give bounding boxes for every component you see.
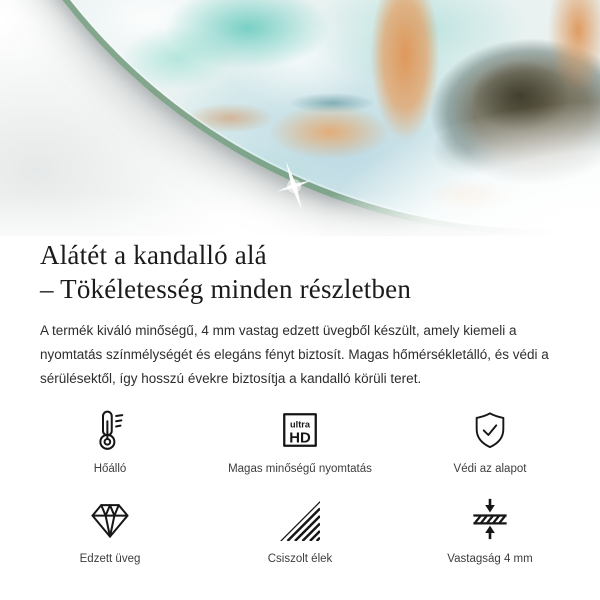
ultra-hd-icon-text-top: ultra xyxy=(290,419,310,430)
product-description-text: A termék kiváló minőségű, 4 mm vastag edzett üvegből készült, amely kiemeli a nyomtatás színmélységét és elegáns fényt biztosít. Magas hőmérsékletálló, és védi a sérülésektől, így hosszú évekre biztosítja a kandalló körüli teret. xyxy=(40,323,549,386)
thermometer-icon xyxy=(93,409,127,451)
thickness-icon xyxy=(469,497,511,541)
page-title-line1: Alátét a kandalló alá xyxy=(40,240,267,270)
ultra-hd-icon-text-bottom: HD xyxy=(289,430,311,447)
feature-heat-resistant xyxy=(15,407,205,475)
diamond-icon xyxy=(88,499,132,541)
feature-label: Védi az alapot xyxy=(453,463,527,475)
feature-thickness xyxy=(395,497,585,565)
feature-polished-edges xyxy=(205,497,395,565)
feature-tempered-glass xyxy=(15,497,205,565)
feature-protects-base xyxy=(395,407,585,475)
ultra-hd-icon xyxy=(279,409,321,451)
feature-label: Magas minőségű nyomtatás xyxy=(228,463,372,475)
product-description-section xyxy=(0,236,600,391)
page-title xyxy=(40,238,560,306)
page-title-line2: – Tökéletesség minden részletben xyxy=(40,274,412,304)
product-photo xyxy=(0,0,600,236)
feature-label: Edzett üveg xyxy=(79,553,141,565)
shield-check-icon xyxy=(470,409,510,451)
polished-edges-icon xyxy=(279,501,321,541)
feature-high-quality-print xyxy=(205,407,395,475)
feature-label: Hőálló xyxy=(93,463,127,475)
feature-label: Csiszolt élek xyxy=(267,553,333,565)
feature-label: Vastagság 4 mm xyxy=(447,553,533,565)
feature-grid xyxy=(15,407,585,565)
